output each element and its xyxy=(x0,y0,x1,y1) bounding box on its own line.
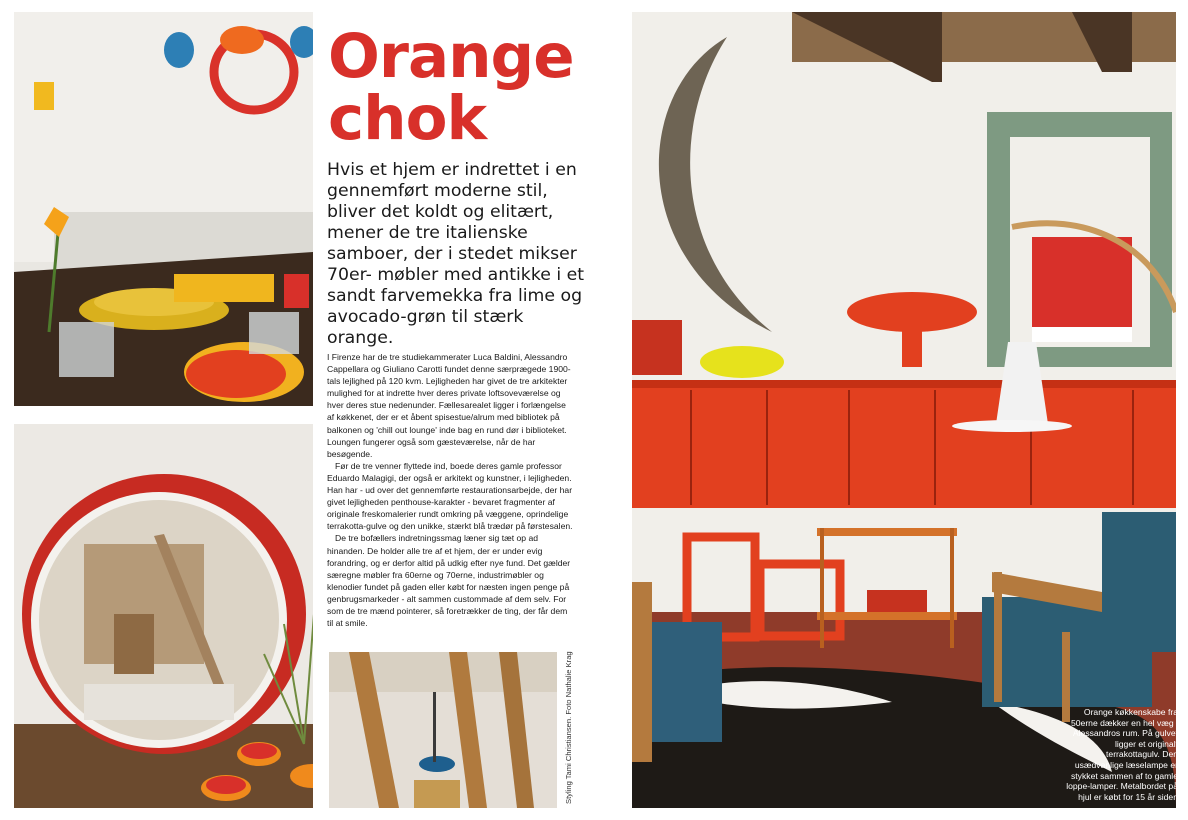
body-paragraph: Før de tre venner flyttede ind, boede deres gamle professor Eduardo Malagigi, der også er arkitekt og kunstner, i lejligheden. Han har - ud over det gennemførte restaurationsarbejde, der har givet lejligheden penthouse-karakter - bevaret fragmenter af originale freskomalerier rundt omkring på væggene, oprindelige terrakotta-gulve og den unikke, stærkt blå trædør på førstesalen. xyxy=(327,460,573,532)
photo-caption: Orange køkkenskabe fra 50erne dækker en hel væg i Alessandros rum. På gulvet ligger et originalt terrakottagulv. Den usædvanlige læselampe er stykket sammen af to gamle loppe-lamper. Metalbordet på hjul er købt for 15 år siden xyxy=(1066,707,1178,802)
kitchen-photo xyxy=(14,12,313,406)
lead-paragraph: Hvis et hjem er indrettet i en gennemført moderne stil, bliver det koldt og elitært, mener de tre italienske samboer, der i stedet mikser 70er- møbler med antikke i et sandt farvemekka fra lime og avocado-grøn til stærk orange. xyxy=(327,160,585,348)
body-paragraph: De tre bofællers indretningssmag læner sig tæt op ad hinanden. De holder alle tre af et hjem, der er under evig forandring, og er derfor altid på udkig efter nye fund. Det gælder særegne møbler fra 60erne og 70erne, industrimøbler og klenodier fundet på gaden eller købt for næsten ingen penge på genbrugsmarkeder - alt sammen custommade af dem selv. For som de tre mænd pointerer, så foretrækker de ting, der får dem til at smile. xyxy=(327,533,571,629)
body-text xyxy=(327,351,573,629)
stairs-photo xyxy=(329,652,557,808)
photo-credit: Styling Tami Christiansen. Foto Nathalie Krag xyxy=(564,651,573,804)
orange-cabinets-room-photo xyxy=(632,12,1176,808)
convex-mirror-photo xyxy=(14,424,313,808)
headline: Orange chok xyxy=(328,21,574,154)
body-paragraph: I Firenze har de tre studiekammerater Luca Baldini, Alessandro Cappellara og Giuliano Carotti fundet denne særprægede 1900-tals lejlighed på 120 kvm. Lejligheden har givet de tre arkitekter mulighed for at indrette hver deres private loftsoveværelse og hver deres stue nedenunder. Fællesarealet ligger i forlængelse af køkkenet, der er et åbent spisestue/alrum med bibliotek på balkonen og 'chill out lounge' inde bag en rund dør i biblioteket. Loungen fungerer også som gæsteværelse, når de har besøgende. xyxy=(327,352,571,459)
